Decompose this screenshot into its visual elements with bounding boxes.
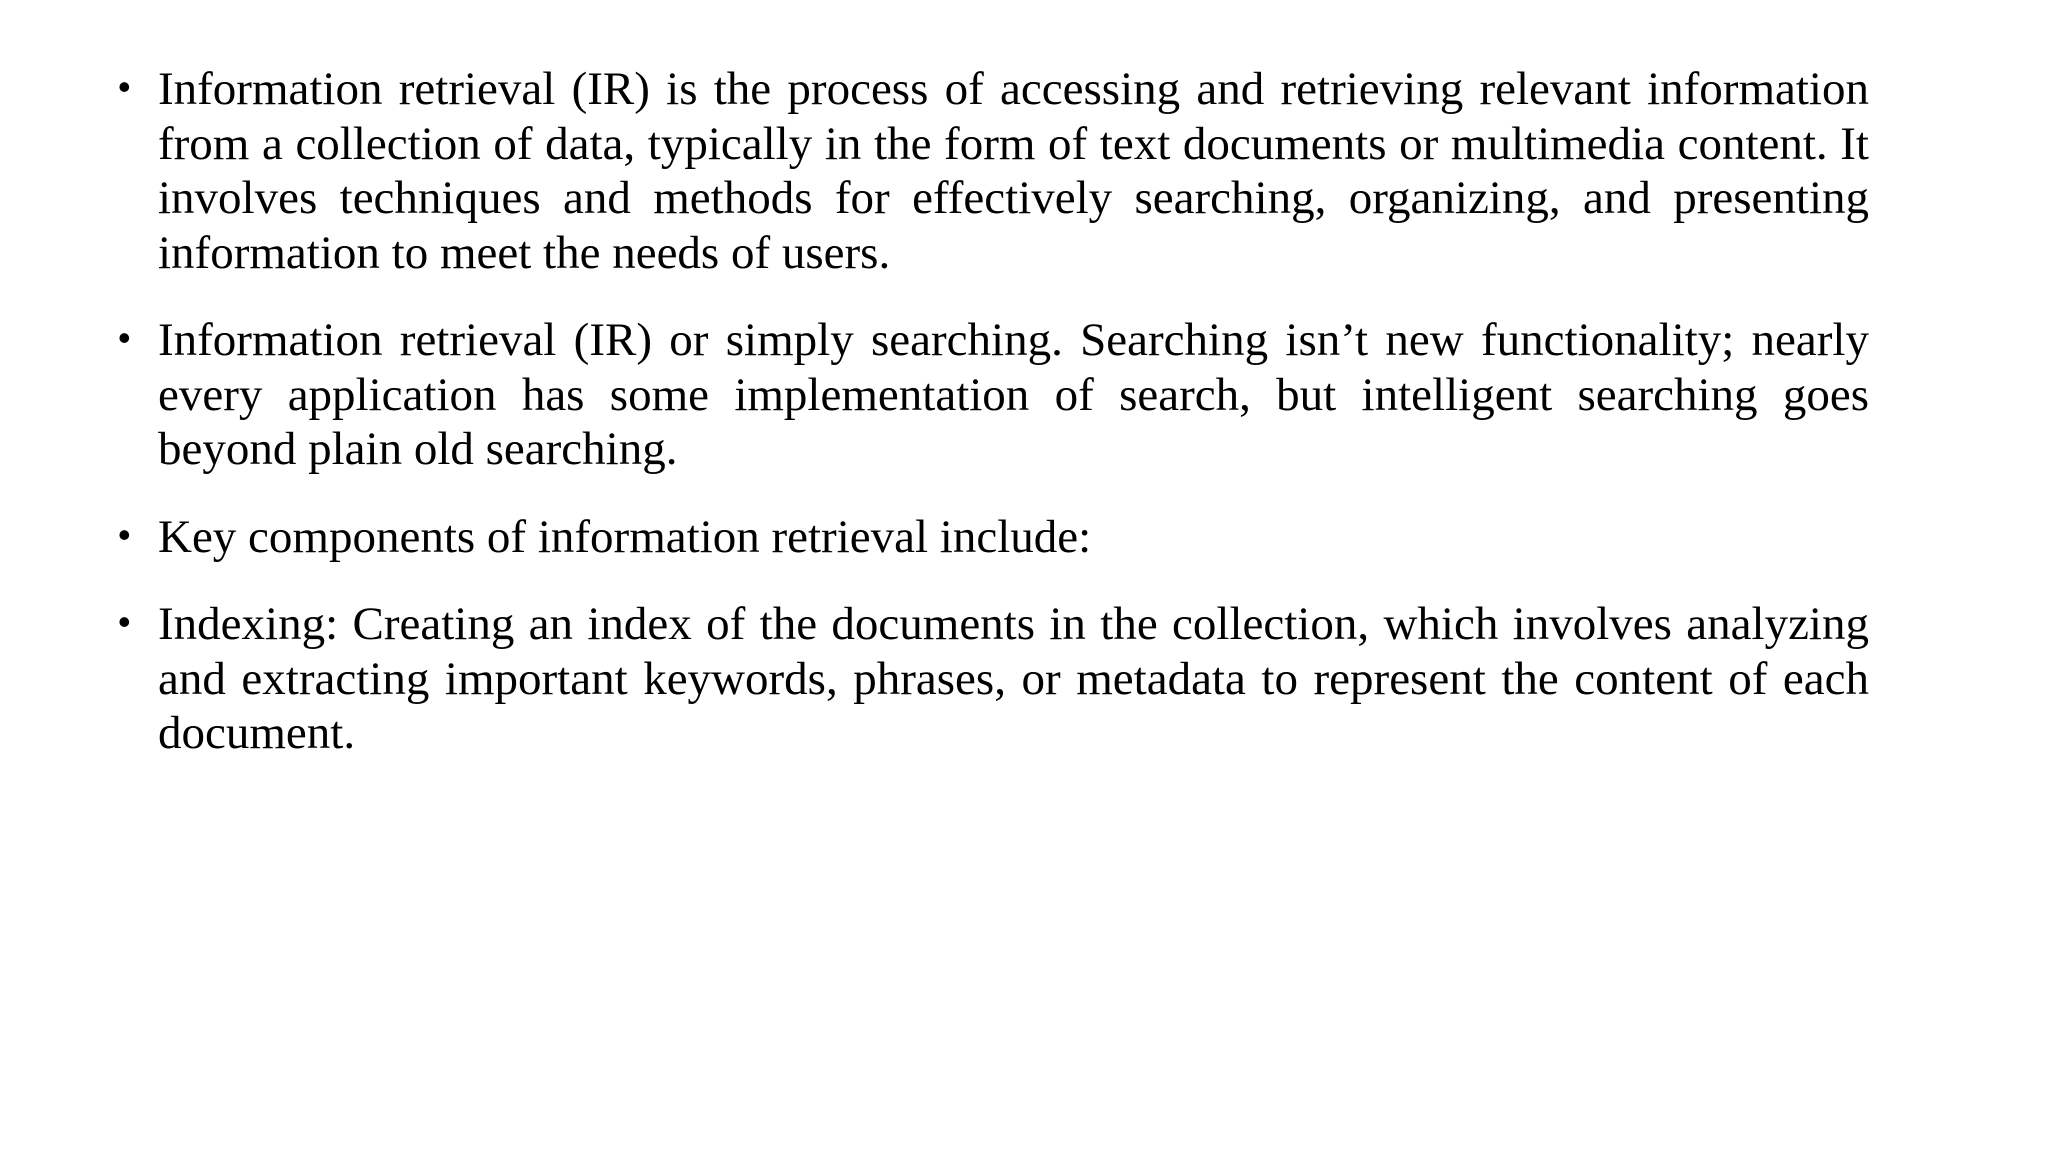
bullet-icon: • (118, 601, 131, 642)
bullet-item-indexing (118, 597, 1869, 761)
bullet-icon: • (118, 317, 131, 358)
bullet-icon: • (118, 66, 131, 107)
bullet-item-key-components (118, 510, 1869, 565)
bullet-item-searching (118, 313, 1869, 477)
bullet-text: Information retrieval (IR) or simply searching. Searching isn’t new functionality; nearly every application has some implementation of search, but intelligent searching goes beyond plain old searching. (158, 314, 1869, 475)
bullet-text: Information retrieval (IR) is the process of accessing and retrieving relevant information from a collection of data, typically in the form of text documents or multimedia content. It involves techniques and methods for effectively searching, organizing, and presenting information to meet the needs of users. (158, 63, 1869, 279)
bullet-list (118, 62, 1869, 794)
bullet-text: Indexing: Creating an index of the documents in the collection, which involves analyzing and extracting important keywords, phrases, or metadata to represent the content of each document. (158, 598, 1869, 759)
bullet-item-ir-definition (118, 62, 1869, 280)
bullet-icon: • (118, 513, 131, 555)
bullet-text: Key components of information retrieval include: (158, 510, 1092, 563)
